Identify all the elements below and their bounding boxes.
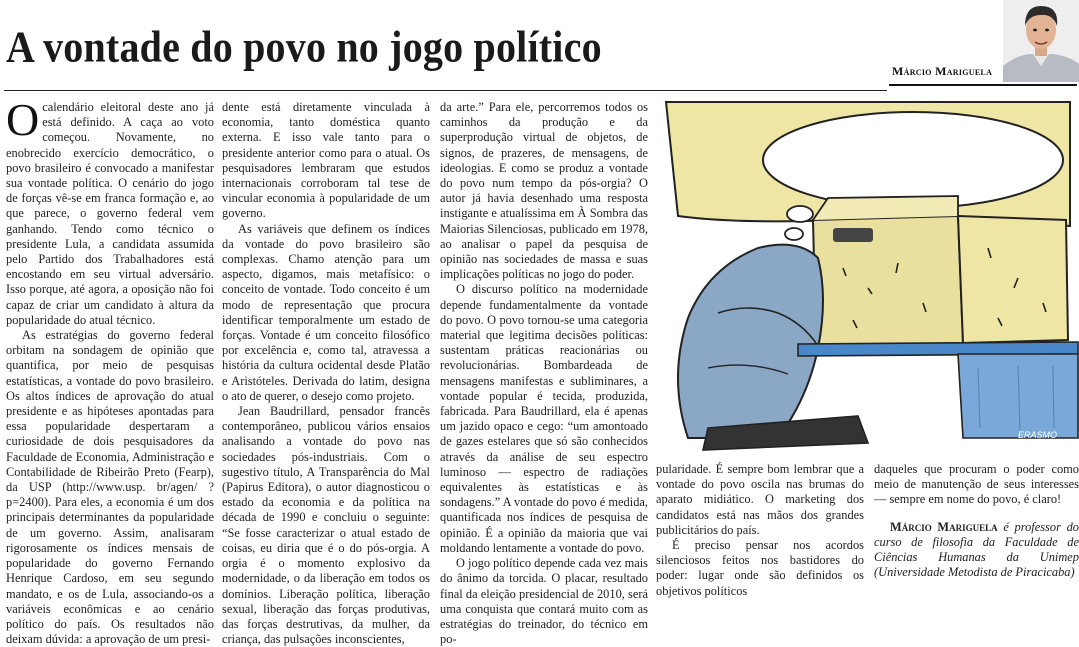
header-rule [4,90,887,91]
cartoon-illustration [658,98,1079,458]
article-headline: A vontade do povo no jogo político [6,21,602,72]
article-column-4 [656,462,864,598]
article-paragraph: As estratégias do governo federal orbitam na sondagem de opinião que quantifica, por meio de pesquisas estatísticas, a vontade do povo brasileiro. Os altos índices de aprovação do atual presidente e as hipóteses apontadas para essa popularidade despertaram a curiosidade de dois pesquisadores da Faculdade de Economia, Administração e Contabilidade de Ribeirão Preto (Fearp), da USP (http://www.usp. br/agen/ ?p=2400). Para eles, a economia é um dos principais determinantes da popularidade de um governo. Assim, analisaram rigorosamente os índices mensais de popularidade do governo Fernando Henrique Cardoso, em seu segundo mandato, e os de Lula, associando-os a variáveis econômicas e ao cenário político do país. Os resultados não deixam dúvida: a aprovação de um presi- [6,328,214,647]
cartoon-image [658,98,1079,458]
article-paragraph: pularidade. É sempre bom lembrar que a vontade do povo oscila nas brumas do aparato midiático. O marketing dos candidatos está nas mãos dos grandes publicitários do país. [656,462,864,537]
article-paragraph: Jean Baudrillard, pensador francês contemporâneo, publicou vários ensaios analisando a vontade do povo nas sociedades pós-industriais. Com o sugestivo título, A Transparência do Mal (Papirus Editora), o autor diagnosticou o estado da economia e da política na década de 1990 e concluiu o seguinte: “Se fosse caracterizar o atual estado de coisas, eu diria que é o do pós-orgia. A orgia é o momento explosivo da modernidade, o da liberação em todos os domínios. Liberação política, liberação sexual, liberação das forças produtivas, das forças destrutivas, da mulher, da criança, das pulsações inconscientes, [222,404,430,647]
drop-cap: O [6,94,40,145]
author-byline: Márcio Mariguela [892,64,993,78]
article-paragraph: É preciso pensar nos acordos silenciosos feitos nos bastidores do poder: lugar onde são definidos os objetivos políticos [656,538,864,598]
article-paragraph: da arte.” Para ele, percorremos todos os caminhos da produção e da superprodução virtual de objetos, de signos, de prazeres, de mensagens, de ideologias. E como se produz a vontade do povo num tempo da pós-orgia? O autor já havia desenhado uma resposta instigante e atualíssima em À Sombra das Maiorias Silenciosas, publicado em 1978, ao analisar o papel da pesquisa de opinião nas sociedades de massa e suas implicações políticas no jogo do poder. [440,100,648,282]
article-column-5 [874,462,1079,590]
thought-cloud [763,112,1063,208]
paragraph-text: calendário eleitoral deste ano já está definido. A caça ao voto começou. Novamente, no enobrecido exercício democrático, o povo brasileiro é convocado a manifestar sua vontade política. O cenário do jogo de forças vê-se em franca formação e, ao que parece, o governo federal vem ganhando. Tendo como técnico o presidente Lula, a candidata assumida pelo Partido dos Trabalhadores está encostando em seu virtual adversário. Isso porque, até agora, a oposição não foi capaz de criar um candidato à altura da popularidade do atual técnico. [6,100,214,327]
article-paragraph: O jogo político depende cada vez mais do ânimo da torcida. O placar, resultado final da eleição presidencial de 2010, será uma conquista que contará muito com as estratégias do treinador, do técnico em po- [440,556,648,647]
bio-text: é professor do curso de filosofia da Faculdade de Ciências Humanas da Unimep (Universidade Metodista de Piracicaba) [874,519,1079,580]
article-paragraph: O discurso político na modernidade depende fundamentalmente da vontade do povo. O povo tornou-se uma categoria material que legitima decisões políticas: sustentam práticas reacionárias ou revolucionárias. Bombardeada de mensagens manifestas e subliminares, a vontade popular é tecida, produzida, fabricada. Para Baudrillard, ela é apenas um jazido opaco e cego: “um amontoado de gazes estelares que só são conhecidos através da análise de seu espectro luminoso — espectro de radiações equivalentes às estatísticas e às sondagens.” A vontade do povo é medida, quantificada nos índices de pesquisa de opinião. É a opinião da maioria que vai moldando lentamente a vontade do povo. [440,282,648,555]
box-handle [833,228,873,242]
thought-dot [787,206,813,222]
article-paragraph: As variáveis que definem os índices da vontade do povo brasileiro são complexas. Chamo atenção para um aspecto, digamos, mais metafísico: o conceito de vontade. Todo conceito é um modo de representação que procura identificar temporalmente um estado de forças. Vontade é um conceito filosófico por excelência e, como tal, atravessa a história da cultura ocidental desde Platão e Aristóteles. Derivada do latim, designa o ato de querer, o desejo como projeto. [222,221,430,403]
artist-signature: ERASMO [1018,430,1058,440]
author-photo [1003,0,1079,82]
author-portrait-image [1003,0,1079,82]
article-column-1 [6,94,214,647]
article-paragraph [6,94,214,328]
thought-dot [785,228,803,240]
byline-rule [889,84,1077,86]
article-paragraph: daqueles que procuram o poder como meio de manutenção de seus interesses — sempre em nome do povo, é claro! [874,462,1079,507]
person-silhouette [678,245,823,438]
author-bio [874,520,1079,581]
article-paragraph: dente está diretamente vinculada à economia, tanto doméstica quanto externa. E isso vale tanto para o presidente anterior como para o atual. Os pesquisadores lembraram que estudos internacionais corroboram tal tese de vincular economia à popularidade de um governo. [222,100,430,221]
article-column-3 [440,100,648,647]
article-column-2 [222,100,430,647]
bio-author-name: Márcio Mariguela [890,519,998,534]
box-right [958,216,1068,343]
